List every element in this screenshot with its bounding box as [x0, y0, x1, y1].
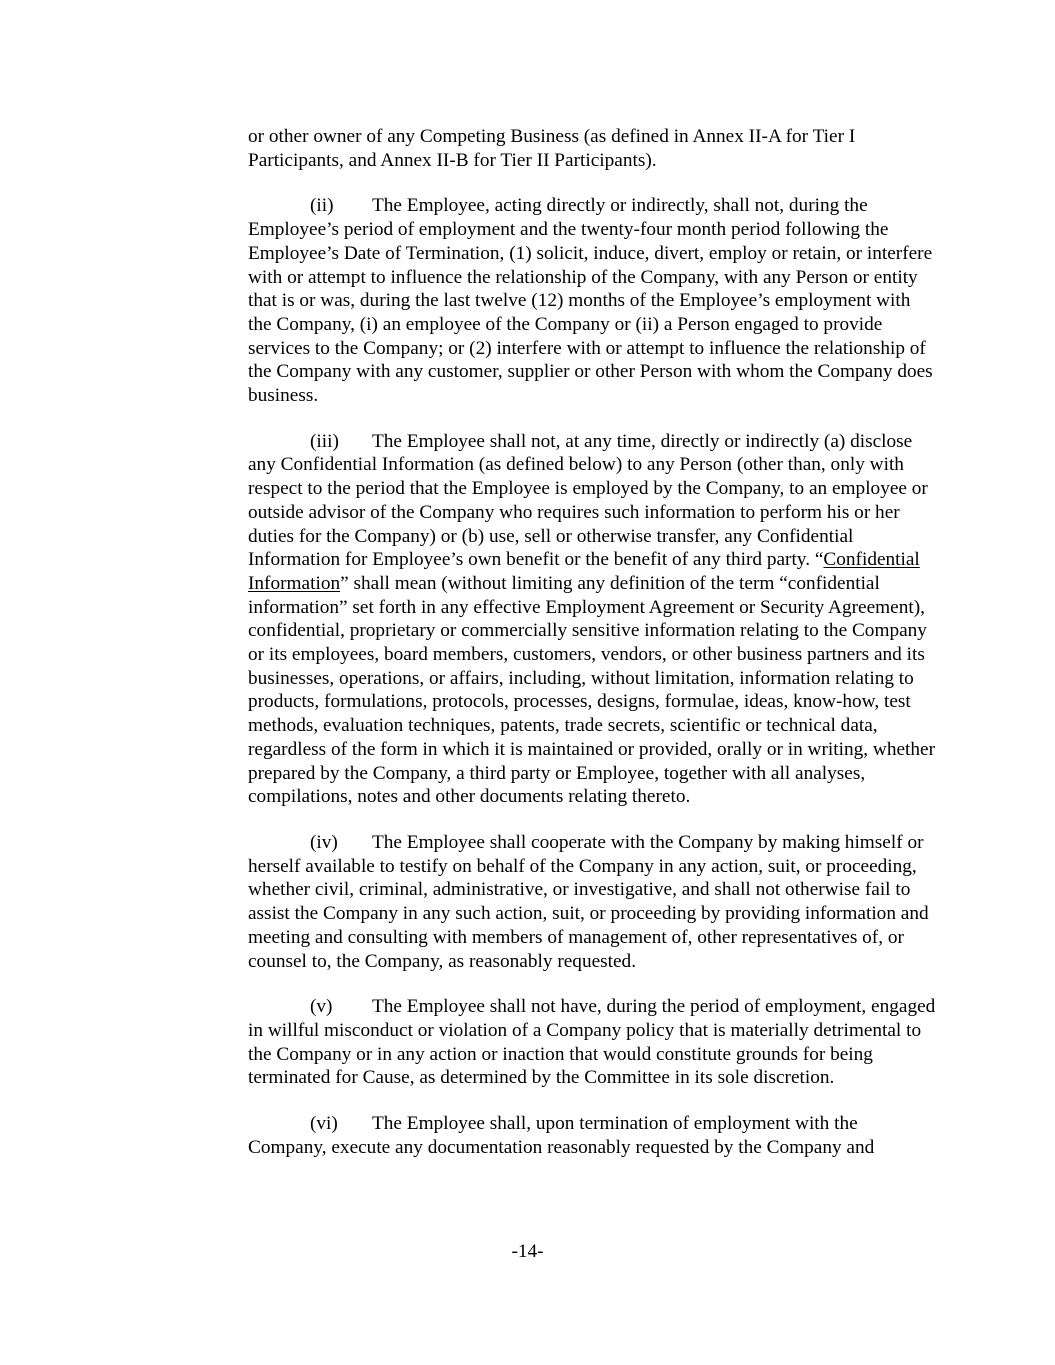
opening-paragraph: or other owner of any Competing Business (as defined in Annex II-A for Tier I Participants, and Annex II-B for Tier II Participants). — [248, 126, 856, 171]
section-vi-paragraph — [248, 1112, 938, 1159]
section-ii-paragraph — [248, 194, 938, 407]
section-iii-label: (iii) — [310, 430, 339, 452]
page-number: -14- — [511, 1241, 544, 1262]
section-iv-text: The Employee shall cooperate with the Company by making himself or herself available to testify on behalf of the Company in any action, suit, or proceeding, whether civil, criminal, administrative, or investigative, and shall not otherwise fail to assist the Company in any such action, suit, or proceeding by providing information and meeting and consulting with members of management of, other representatives of, or counsel to, the Company, as reasonably requested. — [248, 831, 929, 972]
document-body — [248, 125, 938, 1181]
section-ii-text: The Employee, acting directly or indirectly, shall not, during the Employee’s period of employment and the twenty-four month period following the Employee’s Date of Termination, (1) solicit, induce, divert, employ or retain, or interfere with or attempt to influence the relationship of the Company, with any Person or entity that is or was, during the last twelve (12) months of the Employee’s employment with the Company, (i) an employee of the Company or (ii) a Person engaged to provide services to the Company; or (2) interfere with or attempt to influence the relationship of the Company with any customer, supplier or other Person with whom the Company does business. — [248, 195, 933, 407]
section-iv-paragraph — [248, 831, 938, 973]
section-vi-label: (vi) — [310, 1113, 338, 1135]
section-iii-text-after-term: ” shall mean (without limiting any definition of the term “confidential information” set forth in any effective Employment Agreement or Security Agreement), confidential, proprietary or commercially sensitive information relating to the Company or its employees, board members, customers, vendors, or other business partners and its businesses, operations, or affairs, including, without limitation, information relating to products, formulations, protocols, processes, designs, formulae, ideas, know-how, test methods, evaluation techniques, patents, trade secrets, scientific or technical data, regardless of the form in which it is maintained or provided, orally or in writing, whether prepared by the Company, a third party or Employee, together with all analyses, compilations, notes and other documents relating thereto. — [248, 572, 935, 808]
confidential-information-defined-term: Confidential Information — [248, 549, 920, 594]
section-iii-paragraph — [248, 430, 938, 809]
section-v-text: The Employee shall not have, during the period of employment, engaged in willful misconduct or violation of a Company policy that is materially detrimental to the Company or in any action or inaction that would constitute grounds for being terminated for Cause, as determined by the Committee in its sole discretion. — [248, 996, 936, 1089]
section-vi-text: The Employee shall, upon termination of employment with the Company, execute any documentation reasonably requested by the Company and — [248, 1113, 875, 1158]
section-iii-text-before-term: The Employee shall not, at any time, directly or indirectly (a) disclose any Confidential Information (as defined below) to any Person (other than, only with respect to the period that the Employee is employed by the Company, to an employee or outside advisor of the Company who requires such information to perform his or her duties for the Company) or (b) use, sell or otherwise transfer, any Confidential Information for Employee’s own benefit or the benefit of any third party. “ — [248, 430, 928, 571]
section-v-label: (v) — [310, 996, 333, 1018]
section-iv-label: (iv) — [310, 831, 338, 853]
section-v-paragraph — [248, 995, 938, 1090]
section-ii-label: (ii) — [310, 195, 334, 217]
